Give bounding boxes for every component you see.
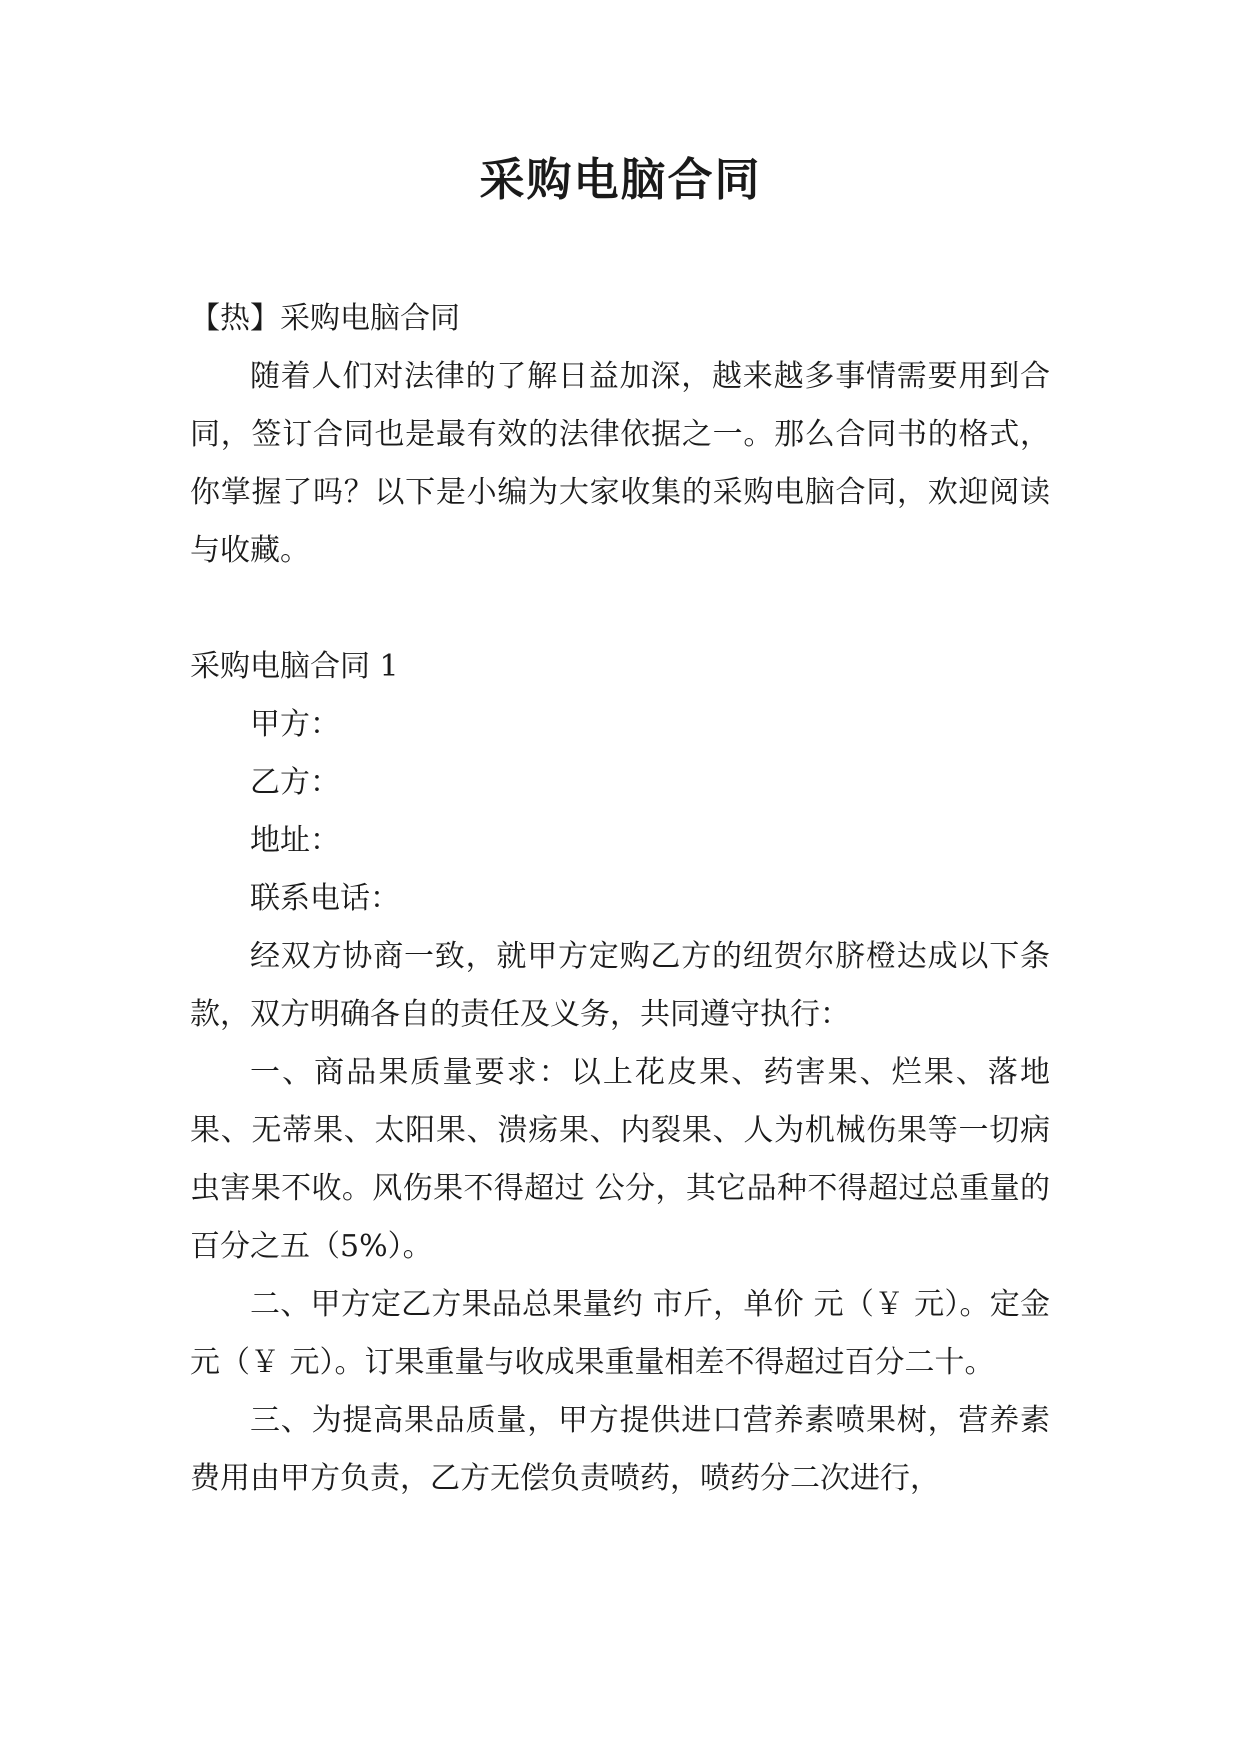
section-heading: 采购电脑合同 1 — [190, 649, 399, 684]
clause-1: 一、商品果质量要求：以上花皮果、药害果、烂果、落地果、无蒂果、太阳果、溃疡果、内裂果、人为机械伤果等一切病虫害果不收。风伤果不得超过 公分，其它品种不得超过总重量的百分之五（5%）。 — [190, 1055, 1050, 1264]
phone-field: 联系电话： — [250, 881, 400, 916]
party-b-field: 乙方： — [250, 765, 340, 800]
document-title: 采购电脑合同 — [479, 153, 762, 206]
intro-paragraph: 随着人们对法律的了解日益加深，越来越多事情需要用到合同，签订合同也是最有效的法律依据之一。那么合同书的格式，你掌握了吗？以下是小编为大家收集的采购电脑合同，欢迎阅读与收藏。 — [190, 359, 1050, 568]
clause-3: 三、为提高果品质量，甲方提供进口营养素喷果树，营养素费用由甲方负责，乙方无偿负责喷药，喷药分二次进行， — [190, 1403, 1050, 1496]
party-a-field: 甲方： — [250, 707, 340, 742]
tag-line: 【热】采购电脑合同 — [190, 301, 460, 336]
clause-2: 二、甲方定乙方果品总果量约 市斤，单价 元（￥ 元）。定金 元（￥ 元）。订果重量与收成果重量相差不得超过百分二十。 — [190, 1287, 1050, 1380]
paragraph-gap — [190, 580, 1050, 638]
agreement-paragraph: 经双方协商一致，就甲方定购乙方的纽贺尔脐橙达成以下条款，双方明确各自的责任及义务，共同遵守执行： — [190, 939, 1050, 1032]
address-field: 地址： — [250, 823, 340, 858]
document-body — [190, 290, 1050, 1508]
